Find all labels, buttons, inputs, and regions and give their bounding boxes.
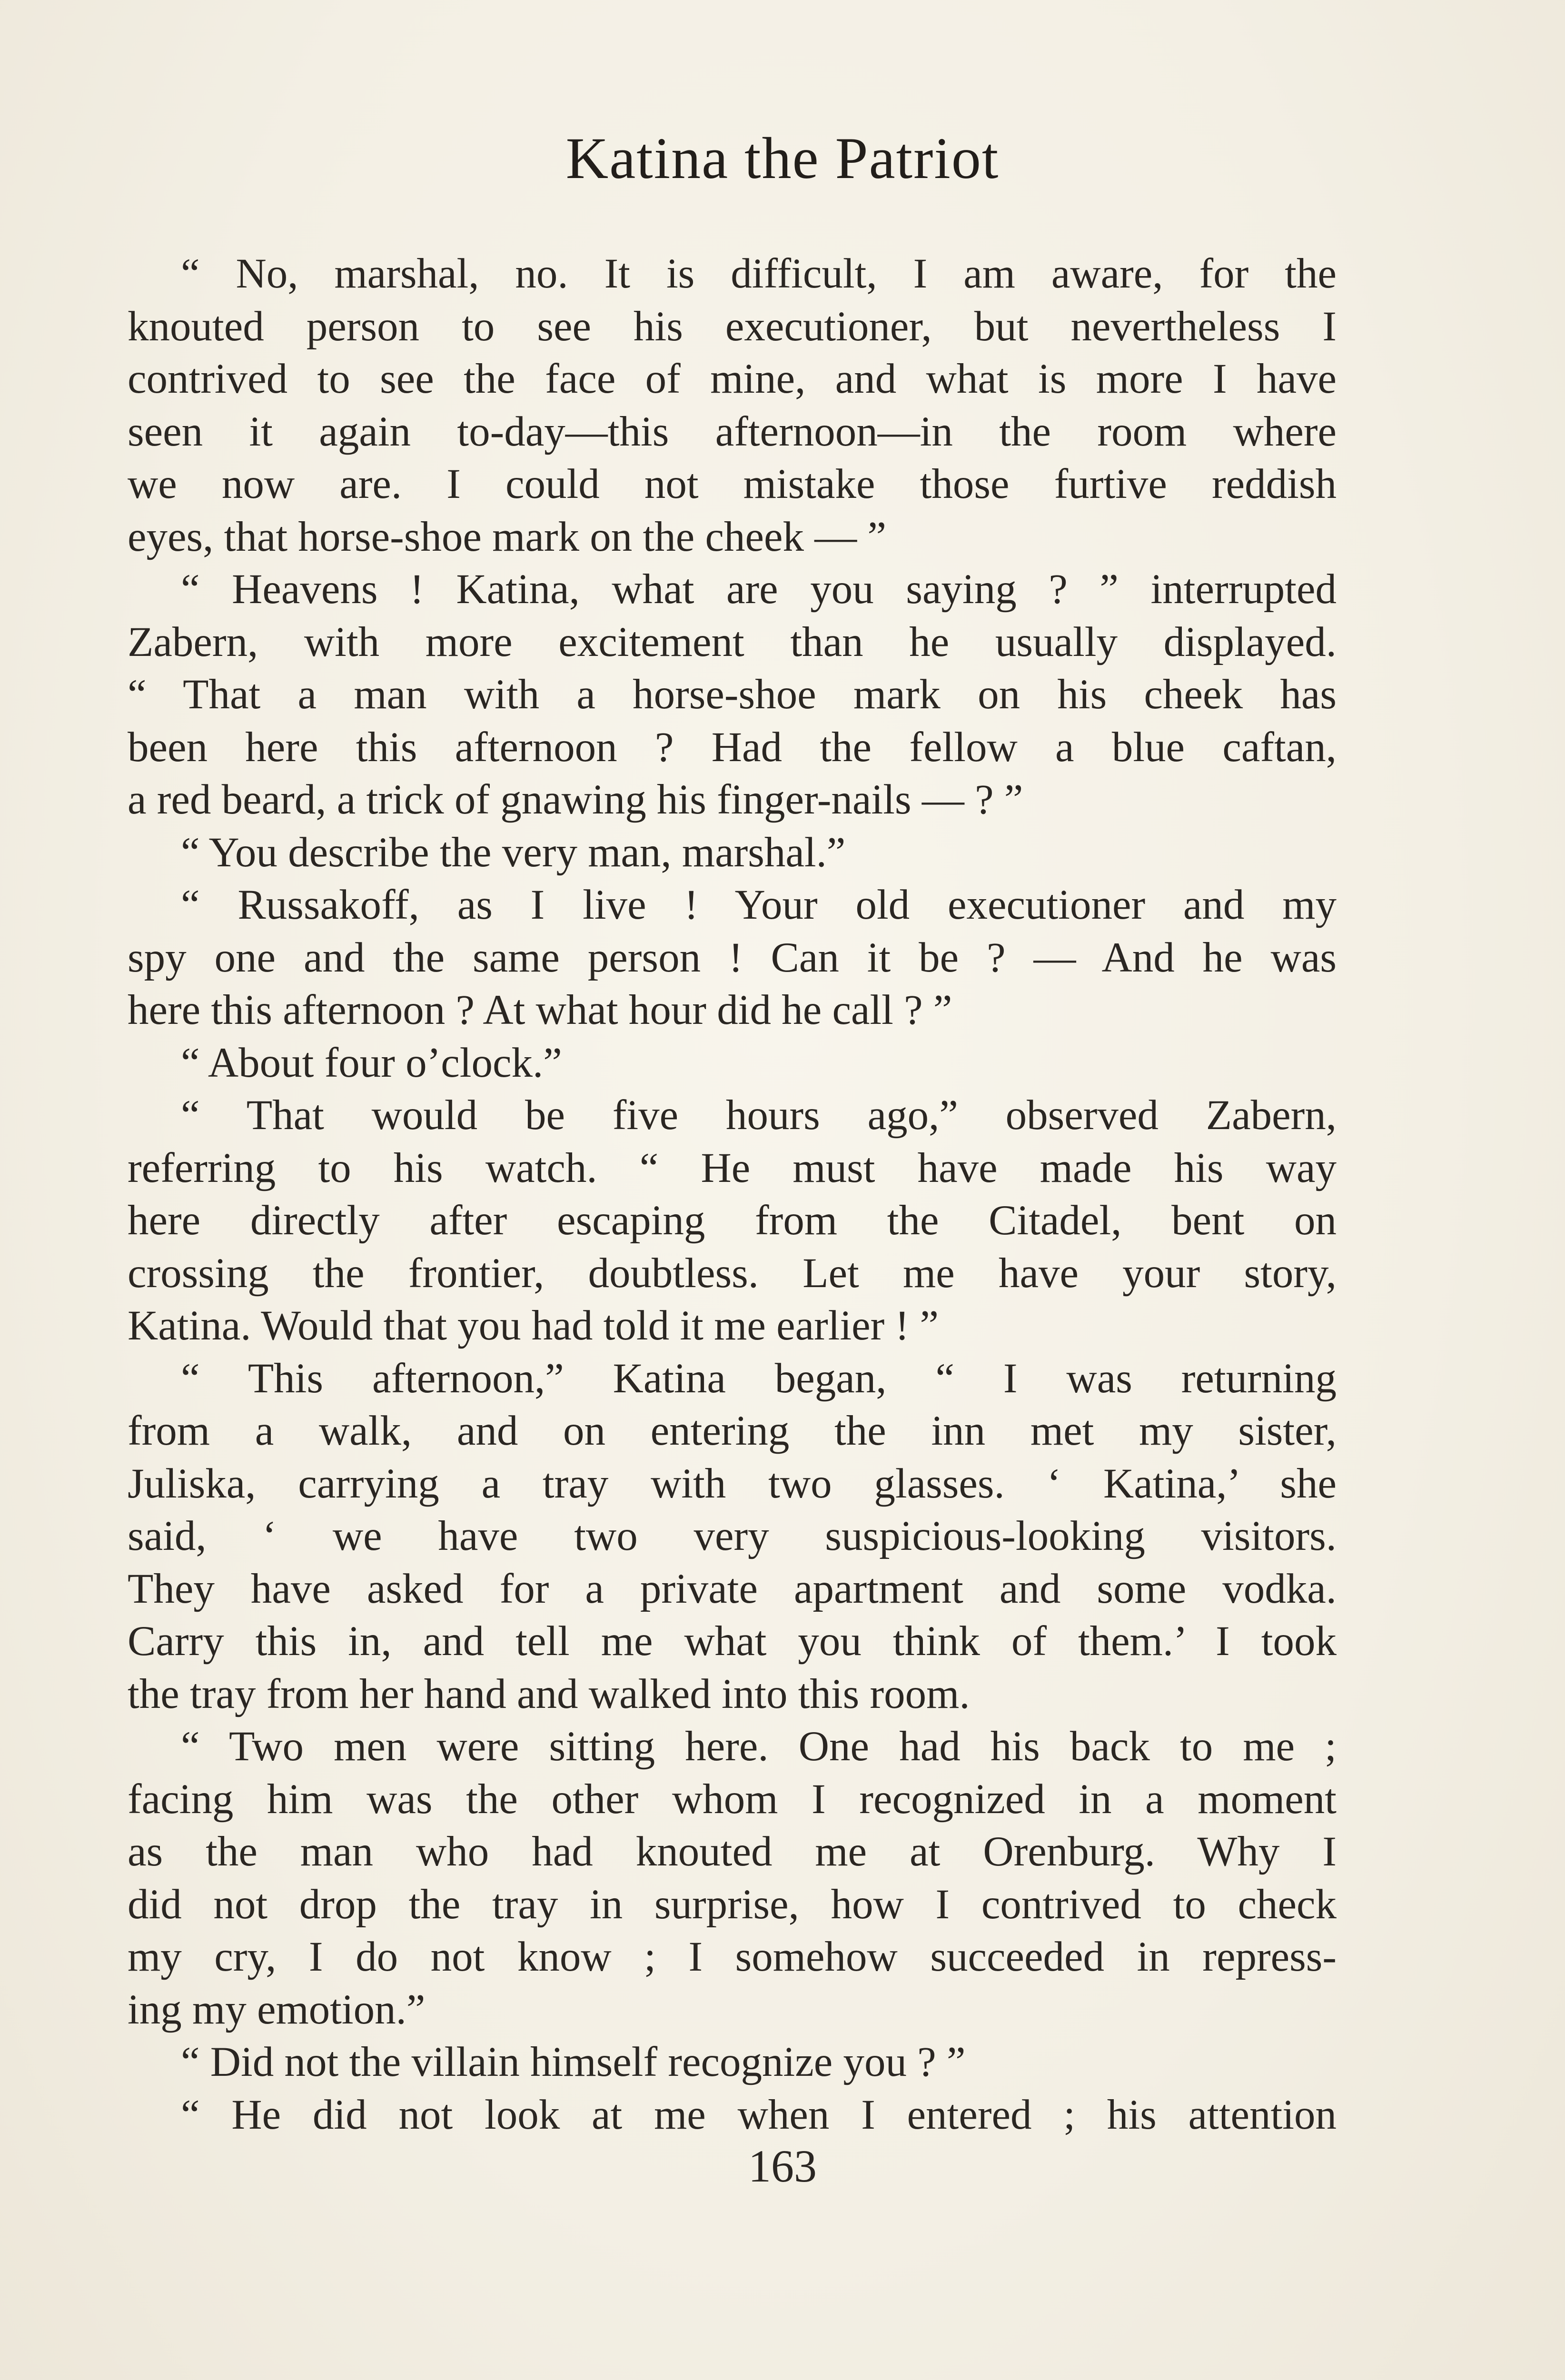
text-line: Juliska, carrying a tray with two glasses. ‘ Katina,’ she [128, 1460, 1337, 1507]
text-line: facing him was the other whom I recognized in a moment [128, 1775, 1337, 1823]
text-line: “ That a man with a horse-shoe mark on his cheek has [128, 671, 1337, 718]
text-line: ing my emotion.” [128, 1986, 426, 2033]
text-line: crossing the frontier, doubtless. Let me have your story, [128, 1250, 1337, 1297]
text-line: from a walk, and on entering the inn met my sister, [128, 1408, 1337, 1454]
text-line: Katina. Would that you had told it me earlier ! ” [128, 1302, 939, 1349]
text-line: as the man who had knouted me at Orenburg. Why I [128, 1828, 1337, 1875]
text-line: “ That would be five hours ago,” observed Zabern, [181, 1092, 1337, 1139]
text-line: spy one and the same person ! Can it be ? — And he was [128, 934, 1337, 981]
text-line: “ Heavens ! Katina, what are you saying ? ” interrupted [181, 566, 1337, 613]
text-line: the tray from her hand and walked into this room. [128, 1670, 970, 1717]
text-line: “ This afternoon,” Katina began, “ I was returning [181, 1355, 1337, 1402]
text-line: said, ‘ we have two very suspicious-looking visitors. [128, 1513, 1337, 1559]
text-line: Carry this in, and tell me what you think of them.’ I took [128, 1618, 1337, 1665]
text-line: They have asked for a private apartment and some vodka. [128, 1565, 1337, 1612]
text-line: “ He did not look at me when I entered ; his attention [181, 2091, 1337, 2138]
text-line: “ About four o’clock.” [181, 1039, 562, 1086]
text-line: contrived to see the face of mine, and what is more I have [128, 356, 1337, 402]
text-line: “ No, marshal, no. It is difficult, I am aware, for the [181, 250, 1337, 297]
text-line: “ Did not the villain himself recognize you ? ” [181, 2039, 966, 2085]
body-text [128, 248, 1337, 2141]
text-line: referring to his watch. “ He must have made his way [128, 1144, 1337, 1191]
text-line: here directly after escaping from the Citadel, bent on [128, 1197, 1337, 1244]
text-line: “ Russakoff, as I live ! Your old executioner and my [181, 882, 1337, 928]
text-line: did not drop the tray in surprise, how I contrived to check [128, 1881, 1337, 1928]
text-line: Zabern, with more excitement than he usually displayed. [128, 618, 1337, 665]
text-line: “ Two men were sitting here. One had his back to me ; [181, 1723, 1337, 1770]
text-line: a red beard, a trick of gnawing his finger-nails — ? ” [128, 776, 1023, 823]
text-line: eyes, that horse-shoe mark on the cheek — ” [128, 513, 887, 560]
text-line: my cry, I do not know ; I somehow succeeded in repress- [128, 1934, 1337, 1980]
text-line: “ You describe the very man, marshal.” [181, 829, 846, 876]
text-line: been here this afternoon ? Had the fellow a blue caftan, [128, 724, 1337, 771]
text-line: seen it again to-day—this afternoon—in the room where [128, 408, 1337, 455]
text-line: here this afternoon ? At what hour did he call ? ” [128, 987, 952, 1033]
text-line: knouted person to see his executioner, but nevertheless I [128, 303, 1337, 350]
text-line: we now are. I could not mistake those furtive reddish [128, 461, 1337, 507]
running-title: Katina the Patriot [565, 126, 1000, 191]
page-number: 163 [748, 2141, 817, 2192]
